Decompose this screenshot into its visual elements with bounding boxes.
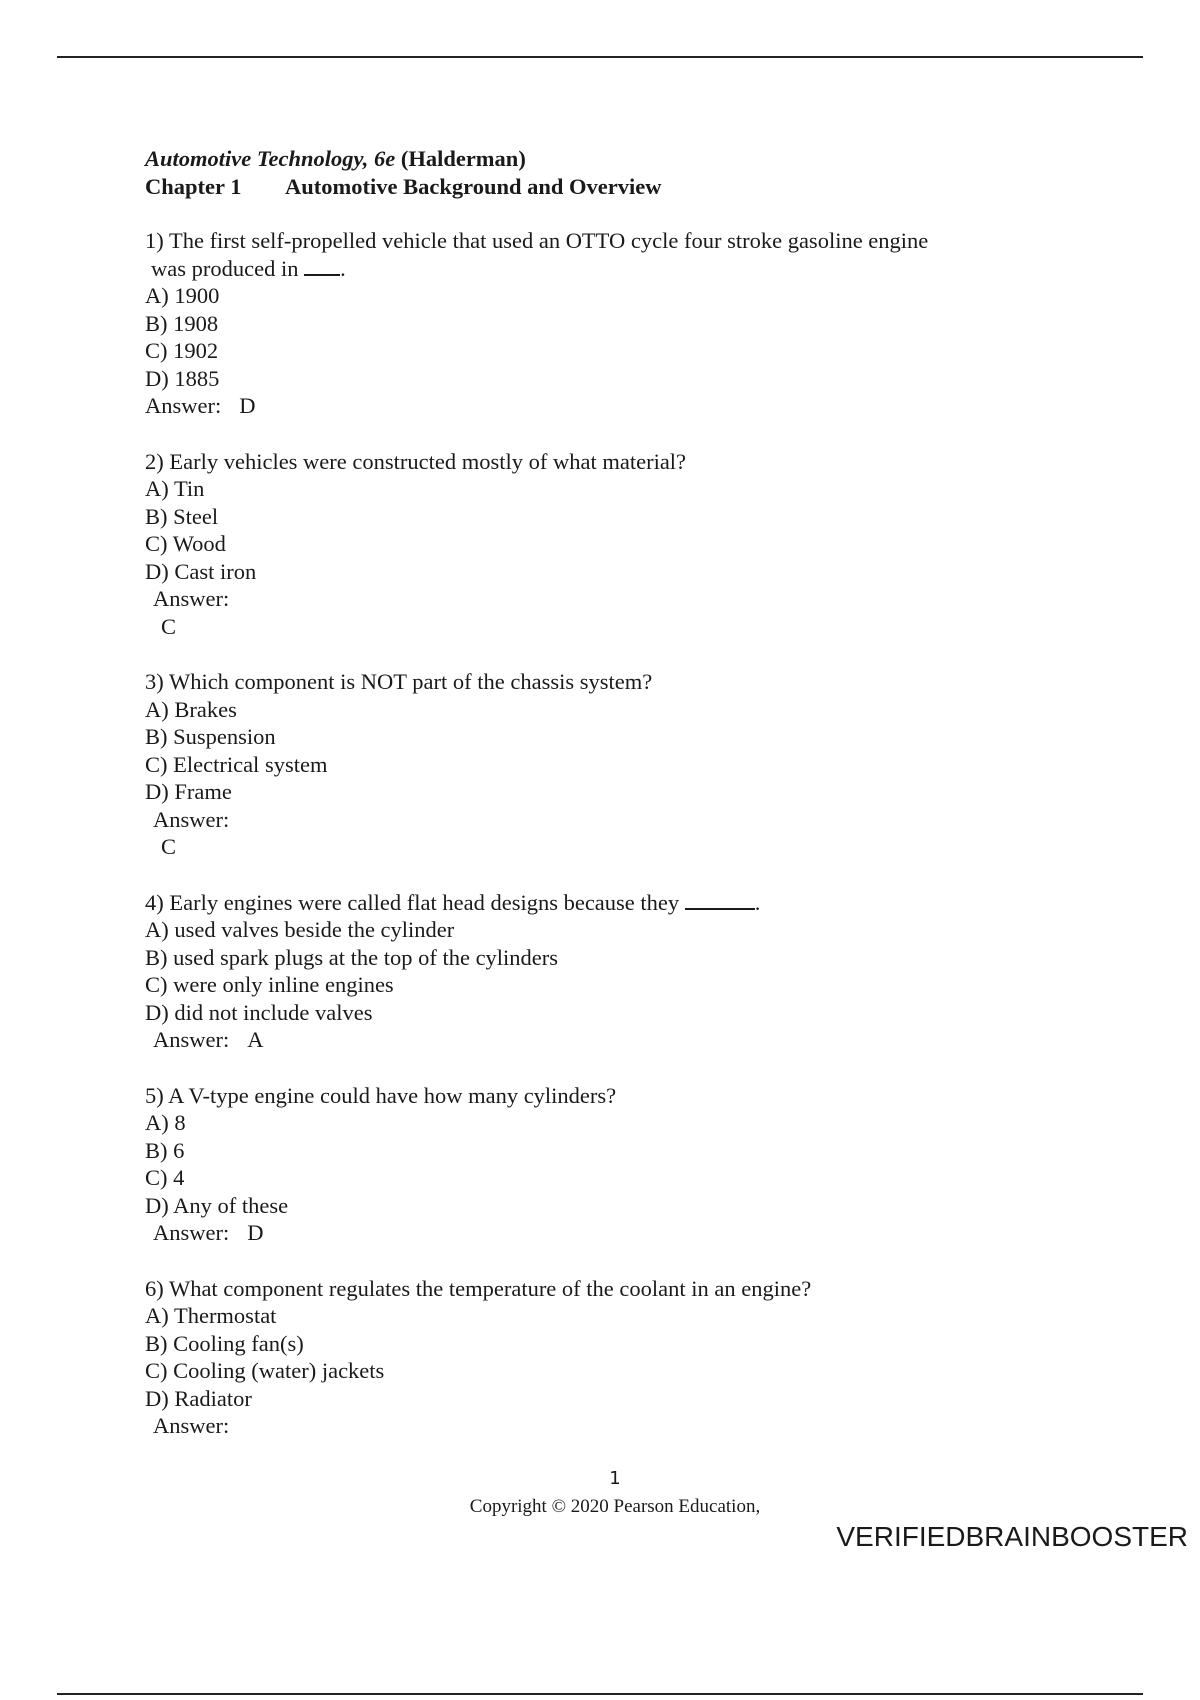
answer-value: C [161,613,177,639]
question-stem: 3) Which component is NOT part of the chassis system? [145,669,653,694]
fill-in-blank [685,894,755,910]
answer-option-b: B) Cooling fan(s) [145,1330,304,1356]
question-2 [145,448,1045,641]
stem-text: was produced in [151,255,299,281]
answer-option-d: D) Any of these [145,1192,289,1218]
question-stem-continued [145,255,1045,283]
answer-option-b: B) used spark plugs at the top of the cylinders [145,944,559,970]
answer-line [145,392,1045,420]
answer-option-d: D) Radiator [145,1385,252,1411]
page-number: 1 [609,1468,621,1489]
answer-option-c: C) Cooling (water) jackets [145,1358,385,1383]
stem-end: . [754,889,761,915]
question-stem: 6) What component regulates the temperature of the coolant in an engine? [145,1275,812,1301]
answer-label: Answer: [153,806,230,832]
answer-option-b: B) 6 [145,1137,185,1163]
document-body [145,145,1045,1468]
answer-value: D [247,1220,264,1245]
answer-label: Answer: [153,586,230,611]
answer-option-c: C) Electrical system [145,751,328,777]
question-5 [145,1082,1045,1247]
question-stem [145,889,1045,917]
answer-option-d: D) 1885 [145,365,220,391]
answer-option-a: A) 8 [145,1110,186,1135]
answer-option-a: A) Tin [145,476,205,501]
answer-option-c: C) were only inline engines [145,972,394,997]
answer-option-b: B) Steel [145,503,219,529]
answer-label: Answer: [145,393,222,418]
question-4 [145,889,1045,1054]
chapter-label: Chapter 1 [145,173,242,199]
question-3 [145,668,1045,861]
chapter-title: Automotive Background and Overview [285,173,662,199]
book-title: Automotive Technology, 6e [145,146,396,171]
book-title-line [145,145,1045,173]
stem-end: . [340,255,346,281]
bottom-rule [57,1693,1143,1695]
question-stem: 1) The first self-propelled vehicle that used an OTTO cycle four stroke gasoline engine [145,228,929,253]
answer-value: D [239,393,256,418]
answer-option-a: A) Brakes [145,696,237,722]
answer-option-c: C) 1902 [145,338,219,363]
answer-option-d: D) Frame [145,779,232,804]
answer-label: Answer: [153,1027,230,1052]
book-author: (Halderman) [400,146,526,171]
answer-option-a: A) Thermostat [145,1303,277,1328]
answer-value: C [161,834,177,859]
answer-label: Answer: [153,1220,230,1245]
stem-text: 4) Early engines were called flat head designs because they [145,889,680,915]
question-1 [145,227,1045,420]
answer-option-a: A) used valves beside the cylinder [145,917,455,942]
answer-line [145,1026,1045,1054]
question-stem: 5) A V-type engine could have how many cylinders? [145,1082,617,1108]
watermark-text: VERIFIEDBRAINBOOSTER [836,1521,1188,1552]
answer-line [145,1219,1045,1247]
answer-label: Answer: [153,1413,230,1438]
question-6 [145,1275,1045,1440]
answer-option-c: C) Wood [145,531,226,556]
fill-in-blank [304,260,340,276]
answer-option-d: D) Cast iron [145,558,257,584]
question-stem: 2) Early vehicles were constructed mostly of what material? [145,448,687,474]
document-header [145,145,1045,200]
copyright-notice: Copyright © 2020 Pearson Education, [469,1496,761,1517]
answer-option-b: B) 1908 [145,310,219,336]
chapter-heading [145,173,1045,201]
answer-option-b: B) Suspension [145,724,276,749]
answer-option-c: C) 4 [145,1165,185,1190]
answer-option-a: A) 1900 [145,283,220,308]
answer-value: A [247,1027,264,1052]
answer-option-d: D) did not include valves [145,999,373,1025]
top-rule [57,56,1143,58]
